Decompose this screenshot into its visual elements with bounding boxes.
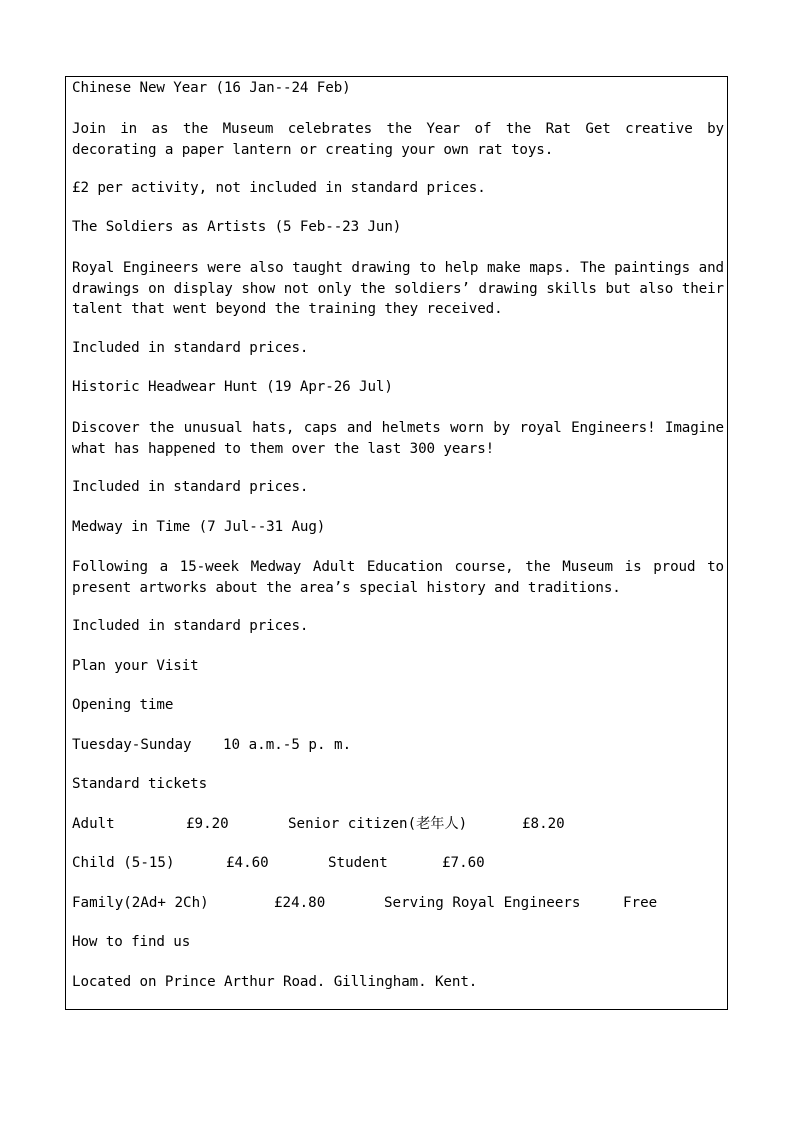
document-frame: [65, 76, 728, 1010]
event-price: Included in standard prices.: [72, 479, 309, 495]
ticket-label: Adult: [72, 816, 115, 832]
ticket-price: £8.20: [522, 816, 565, 832]
opening-hours: 10 a.m.-5 p. m.: [223, 737, 352, 753]
event-heading: Chinese New Year (16 Jan--24 Feb): [72, 80, 351, 96]
tickets-label: Standard tickets: [72, 776, 208, 792]
ticket-row: [72, 814, 724, 835]
ticket-label: Senior citizen(老年人): [288, 816, 468, 832]
ticket-label: Family(2Ad+ 2Ch): [72, 895, 209, 911]
event-description: Following a 15-week Medway Adult Education course, the Museum is proud to present artworks about the area’s special history and traditions.: [72, 559, 724, 596]
event-description: Royal Engineers were also taught drawing to help make maps. The paintings and drawings on display show not only the soldiers’ drawing skills but also their talent that went beyond the training they received.: [72, 260, 724, 317]
opening-days: Tuesday-Sunday: [72, 737, 192, 753]
event-price: Included in standard prices.: [72, 340, 309, 356]
ticket-row: [72, 853, 724, 874]
opening-row: [72, 735, 724, 756]
ticket-price: £7.60: [442, 855, 485, 871]
event-heading: Medway in Time (7 Jul--31 Aug): [72, 519, 326, 535]
event-price: £2 per activity, not included in standard prices.: [72, 180, 486, 196]
opening-label: Opening time: [72, 697, 174, 713]
ticket-price: £9.20: [186, 816, 229, 832]
ticket-price: £24.80: [274, 895, 326, 911]
event-description: Join in as the Museum celebrates the Year of the Rat Get creative by decorating a paper lantern or creating your own rat toys.: [72, 121, 724, 158]
ticket-row: [72, 893, 724, 914]
plan-title: Plan your Visit: [72, 658, 199, 674]
ticket-label: Student: [328, 855, 388, 871]
event-heading: Historic Headwear Hunt (19 Apr-26 Jul): [72, 379, 393, 395]
find-label: How to find us: [72, 934, 191, 950]
ticket-price: £4.60: [226, 855, 269, 871]
event-price: Included in standard prices.: [72, 618, 309, 634]
location-text: Located on Prince Arthur Road. Gillingham. Kent.: [72, 974, 478, 990]
ticket-price: Free: [623, 895, 658, 911]
ticket-label: Serving Royal Engineers: [384, 895, 581, 911]
ticket-label: Child (5-15): [72, 855, 175, 871]
event-description: Discover the unusual hats, caps and helmets worn by royal Engineers! Imagine what has happened to them over the last 300 years!: [72, 420, 724, 457]
event-heading: The Soldiers as Artists (5 Feb--23 Jun): [72, 219, 402, 235]
